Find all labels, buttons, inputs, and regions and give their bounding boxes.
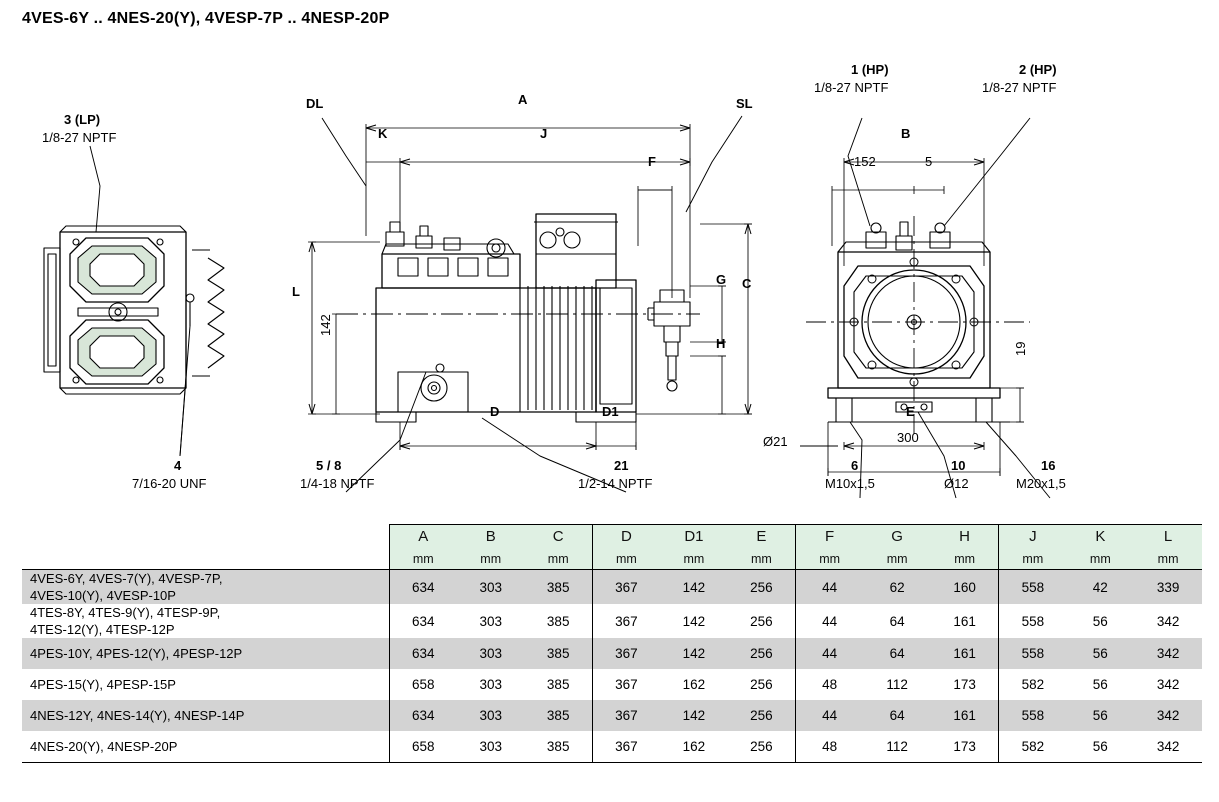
label-lp-sub: 1/8-27 NPTF <box>42 130 117 145</box>
cell-b: 303 <box>457 604 525 638</box>
dim-letter-c: C <box>742 276 752 291</box>
cell-h: 173 <box>931 669 999 700</box>
cell-d: 367 <box>592 570 660 605</box>
header-unit-k: mm <box>1066 548 1134 570</box>
dim-letter-f: F <box>648 154 656 169</box>
cell-h: 161 <box>931 700 999 731</box>
cell-d1: 162 <box>660 669 728 700</box>
row-name-line1: 4PES-15(Y), 4PESP-15P <box>30 676 176 692</box>
cell-k: 56 <box>1066 669 1134 700</box>
cell-b: 303 <box>457 669 525 700</box>
header-letter-a: A <box>389 525 457 549</box>
drawing-svg <box>0 36 1219 516</box>
table-row <box>22 731 1202 763</box>
header-unit-blank <box>22 548 389 570</box>
dim-value-142: 142 <box>318 314 333 336</box>
dim-letter-d: D <box>490 404 500 419</box>
header-letter-c: C <box>525 525 593 549</box>
cell-c: 385 <box>525 669 593 700</box>
side-view <box>336 214 700 422</box>
dimensions-table <box>22 524 1202 763</box>
dim-letter-j: J <box>540 126 548 141</box>
label-bolt16-title: 16 <box>1041 458 1056 473</box>
cell-e: 256 <box>728 638 796 669</box>
cell-c: 385 <box>525 638 593 669</box>
front-view <box>806 216 1030 436</box>
cell-l: 342 <box>1134 669 1202 700</box>
cell-d: 367 <box>592 604 660 638</box>
row-name-line1: 4TES-8Y, 4TES-9(Y), 4TESP-9P, <box>30 605 221 620</box>
header-name-blank <box>22 525 389 549</box>
cell-d1: 142 <box>660 638 728 669</box>
dim-letter-d1: D1 <box>602 404 619 419</box>
row-name-line1: 4VES-6Y, 4VES-7(Y), 4VESP-7P, <box>30 571 223 586</box>
cell-j: 558 <box>999 638 1067 669</box>
dim-value-19: 19 <box>1013 341 1028 356</box>
dim-value-d21: Ø21 <box>763 434 788 449</box>
dim-value-300: 300 <box>897 430 919 445</box>
header-letter-f: F <box>796 525 864 549</box>
cell-k: 56 <box>1066 731 1134 763</box>
cell-g: 64 <box>863 604 931 638</box>
label-bolt6-title: 6 <box>851 458 859 473</box>
cell-a: 658 <box>389 731 457 763</box>
cell-h: 173 <box>931 731 999 763</box>
cell-k: 42 <box>1066 570 1134 605</box>
technical-drawing <box>0 36 1219 516</box>
header-unit-b: mm <box>457 548 525 570</box>
cell-a: 658 <box>389 669 457 700</box>
cell-f: 44 <box>796 700 864 731</box>
dim-value-5: 5 <box>925 154 933 169</box>
cell-g: 62 <box>863 570 931 605</box>
dim-letter-h: H <box>716 336 726 351</box>
cell-j: 582 <box>999 731 1067 763</box>
cell-f: 48 <box>796 731 864 763</box>
header-unit-j: mm <box>999 548 1067 570</box>
row-name-line1: 4NES-12Y, 4NES-14(Y), 4NESP-14P <box>30 707 245 723</box>
cell-j: 582 <box>999 669 1067 700</box>
cell-b: 303 <box>457 570 525 605</box>
cell-f: 48 <box>796 669 864 700</box>
cell-a: 634 <box>389 700 457 731</box>
dim-letter-k: K <box>378 126 388 141</box>
cell-l: 342 <box>1134 700 1202 731</box>
row-name-line2: 4TES-12(Y), 4TESP-12P <box>30 622 175 637</box>
label-lp-title: 3 (LP) <box>64 112 101 127</box>
cell-g: 64 <box>863 638 931 669</box>
cell-l: 342 <box>1134 638 1202 669</box>
header-unit-d: mm <box>592 548 660 570</box>
cell-a: 634 <box>389 570 457 605</box>
row-name <box>22 570 389 605</box>
dim-letter-b: B <box>901 126 911 141</box>
dim-letter-g: G <box>716 272 727 287</box>
cell-a: 634 <box>389 604 457 638</box>
header-letter-d: D <box>592 525 660 549</box>
label-hp2-sub: 1/8-27 NPTF <box>982 80 1057 95</box>
label-sl: SL <box>736 96 753 111</box>
table-row <box>22 669 1202 700</box>
cell-l: 342 <box>1134 731 1202 763</box>
label-hp1-sub: 1/8-27 NPTF <box>814 80 889 95</box>
dim-letter-e: E <box>906 404 915 419</box>
row-name <box>22 700 389 731</box>
table-header-units <box>22 548 1202 570</box>
label-bolt16-sub: M20x1,5 <box>1016 476 1066 491</box>
dimensions-table-wrap <box>22 524 1202 763</box>
cell-k: 56 <box>1066 638 1134 669</box>
cell-g: 112 <box>863 669 931 700</box>
label-bolt6-sub: M10x1,5 <box>825 476 875 491</box>
dim-letter-l: L <box>292 284 300 299</box>
header-unit-h: mm <box>931 548 999 570</box>
dim-value-152: 152 <box>854 154 876 169</box>
cell-j: 558 <box>999 604 1067 638</box>
label-hp2-title: 2 (HP) <box>1019 62 1057 77</box>
label-bolt10-sub: Ø12 <box>944 476 969 491</box>
header-unit-c: mm <box>525 548 593 570</box>
cell-k: 56 <box>1066 700 1134 731</box>
cell-b: 303 <box>457 638 525 669</box>
cell-b: 303 <box>457 731 525 763</box>
label-port4-title: 4 <box>174 458 182 473</box>
header-letter-j: J <box>999 525 1067 549</box>
label-hp1-title: 1 (HP) <box>851 62 889 77</box>
header-letter-e: E <box>728 525 796 549</box>
cell-f: 44 <box>796 638 864 669</box>
header-letter-g: G <box>863 525 931 549</box>
header-letter-b: B <box>457 525 525 549</box>
dimension-lines <box>308 124 1024 476</box>
cell-h: 161 <box>931 604 999 638</box>
cell-k: 56 <box>1066 604 1134 638</box>
cell-e: 256 <box>728 604 796 638</box>
header-unit-e: mm <box>728 548 796 570</box>
row-name-line2: 4VES-10(Y), 4VESP-10P <box>30 588 176 603</box>
cell-a: 634 <box>389 638 457 669</box>
row-name <box>22 669 389 700</box>
cell-e: 256 <box>728 570 796 605</box>
label-port21-sub: 1/2-14 NPTF <box>578 476 653 491</box>
row-name <box>22 638 389 669</box>
table-row <box>22 604 1202 638</box>
cell-f: 44 <box>796 570 864 605</box>
cell-g: 112 <box>863 731 931 763</box>
cell-h: 161 <box>931 638 999 669</box>
cell-d1: 162 <box>660 731 728 763</box>
header-unit-d1: mm <box>660 548 728 570</box>
cell-d1: 142 <box>660 700 728 731</box>
header-letter-h: H <box>931 525 999 549</box>
header-unit-a: mm <box>389 548 457 570</box>
row-name <box>22 604 389 638</box>
label-port58-sub: 1/4-18 NPTF <box>300 476 375 491</box>
row-name-line1: 4PES-10Y, 4PES-12(Y), 4PESP-12P <box>30 645 243 661</box>
cell-e: 256 <box>728 700 796 731</box>
page-title: 4VES-6Y .. 4NES-20(Y), 4VESP-7P .. 4NESP-20P <box>22 10 390 27</box>
label-port21-title: 21 <box>614 458 629 473</box>
cell-d: 367 <box>592 731 660 763</box>
table-header-letters <box>22 525 1202 549</box>
cell-c: 385 <box>525 700 593 731</box>
cell-g: 64 <box>863 700 931 731</box>
cell-d: 367 <box>592 669 660 700</box>
cell-c: 385 <box>525 570 593 605</box>
header-unit-g: mm <box>863 548 931 570</box>
cell-d1: 142 <box>660 570 728 605</box>
row-name-line1: 4NES-20(Y), 4NESP-20P <box>30 738 178 754</box>
header-letter-k: K <box>1066 525 1134 549</box>
header-unit-l: mm <box>1134 548 1202 570</box>
table-row <box>22 638 1202 669</box>
cell-l: 342 <box>1134 604 1202 638</box>
table-row <box>22 570 1202 605</box>
label-dl: DL <box>306 96 324 111</box>
row-name <box>22 731 389 763</box>
cell-j: 558 <box>999 570 1067 605</box>
cell-f: 44 <box>796 604 864 638</box>
cell-e: 256 <box>728 731 796 763</box>
label-port58-title: 5 / 8 <box>316 458 342 473</box>
cell-d: 367 <box>592 700 660 731</box>
cell-h: 160 <box>931 570 999 605</box>
dim-letter-a: A <box>518 92 528 107</box>
cell-l: 339 <box>1134 570 1202 605</box>
cell-c: 385 <box>525 604 593 638</box>
label-port4-sub: 7/16-20 UNF <box>132 476 207 491</box>
table-row <box>22 700 1202 731</box>
cell-j: 558 <box>999 700 1067 731</box>
cell-b: 303 <box>457 700 525 731</box>
left-end-view <box>44 226 224 456</box>
header-unit-f: mm <box>796 548 864 570</box>
cell-e: 256 <box>728 669 796 700</box>
header-letter-l: L <box>1134 525 1202 549</box>
header-letter-d1: D1 <box>660 525 728 549</box>
cell-c: 385 <box>525 731 593 763</box>
cell-d: 367 <box>592 638 660 669</box>
label-bolt10-title: 10 <box>951 458 966 473</box>
cell-d1: 142 <box>660 604 728 638</box>
